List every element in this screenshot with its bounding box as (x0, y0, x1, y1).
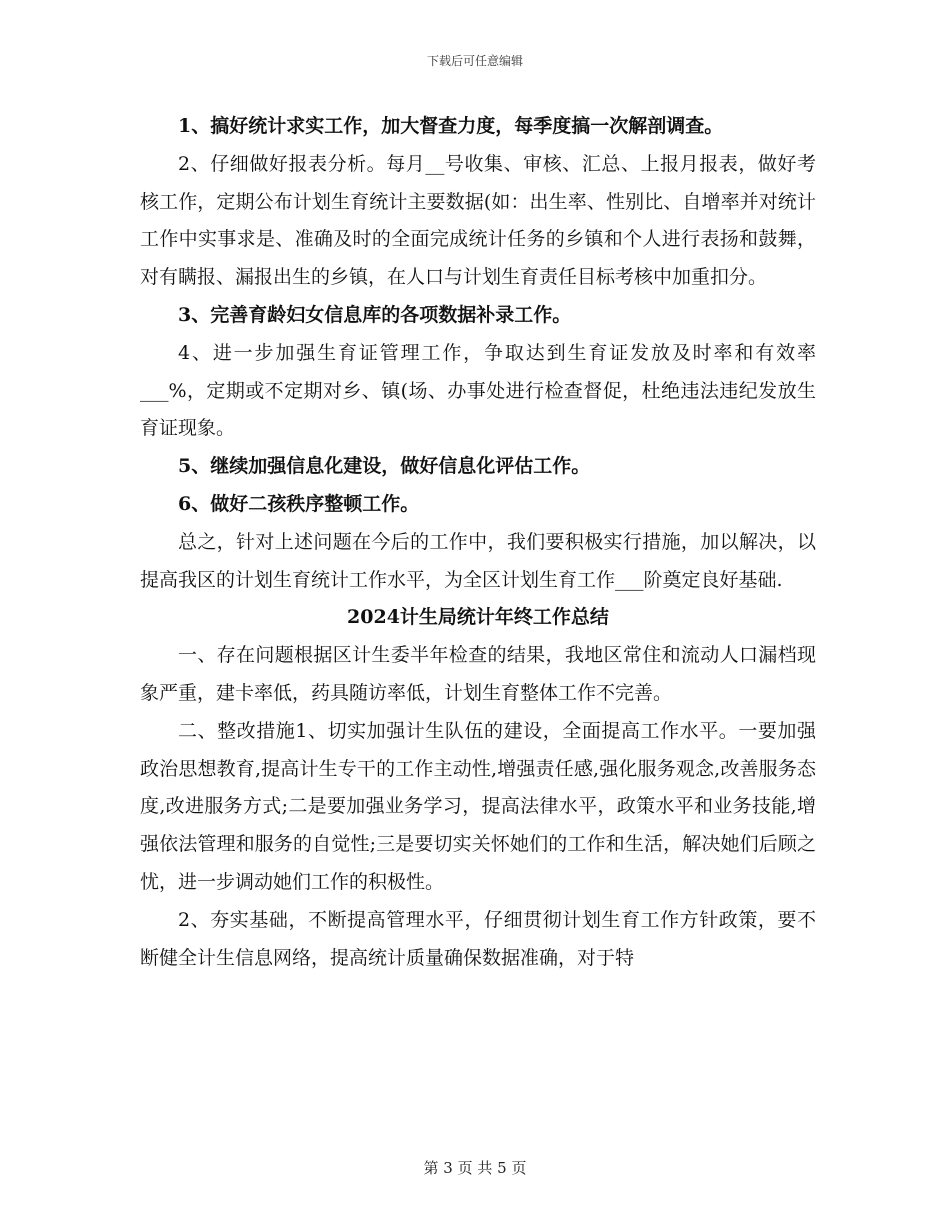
paragraph-7: 总之，针对上述问题在今后的工作中，我们要积极实行措施，加以解决，以提高我区的计划生育统计工作水平，为全区计划生育工作___阶奠定良好基础. (140, 530, 816, 591)
paragraph-8: 一、存在问题根据区计生委半年检查的结果，我地区常住和流动人口漏档现象严重，建卡率低，药具随访率低，计划生育整体工作不完善。 (140, 644, 816, 704)
paragraph-4: 4、进一步加强生育证管理工作，争取达到生育证发放及时率和有效率___%，定期或不定期对乡、镇(场、办事处进行检查督促，杜绝违法违纪发放生育证现象。 (140, 341, 816, 440)
paragraph-1: 1、搞好统计求实工作，加大督查力度，每季度搞一次解剖调查。 (178, 115, 724, 137)
paragraph-10: 2、夯实基础，不断提高管理水平，仔细贯彻计划生育工作方针政策，要不断健全计生信息网络，提高统计质量确保数据准确，对于特 (140, 908, 816, 969)
page-header: 下载后可任意编辑 (426, 54, 523, 68)
section-title: 2024计生局统计年终工作总结 (347, 606, 609, 629)
page-footer: 第 3 页 共 5 页 (423, 1159, 527, 1177)
paragraph-6: 6、做好二孩秩序整顿工作。 (178, 492, 420, 515)
paragraph-9: 二、整改措施1、切实加强计生队伍的建设，全面提高工作水平。一要加强政治思想教育,提高计生专干的工作主动性,增强责任感,强化服务观念,改善服务态度,改进服务方式;二是要加强业务学习，提高法律水平，政策水平和业务技能,增强依法管理和服务的自觉性;三是要切实关怀她们的工作和生活，解决她们后顾之忧，进一步调动她们工作的积极性。 (140, 719, 816, 893)
document-body (140, 108, 816, 977)
paragraph-5: 5、继续加强信息化建设，做好信息化评估工作。 (178, 455, 591, 478)
paragraph-2: 2、仔细做好报表分析。每月__号收集、审核、汇总、上报月报表，做好考核工作，定期公布计划生育统计主要数据(如：出生率、性别比、自增率并对统计工作中实事求是、准确及时的全面完成统计任务的乡镇和个人进行表扬和鼓舞，对有瞒报、漏报出生的乡镇，在人口与计划生育责任目标考核中加重扣分。 (140, 152, 816, 289)
paragraph-3: 3、完善育龄妇女信息库的各项数据补录工作。 (178, 303, 572, 326)
